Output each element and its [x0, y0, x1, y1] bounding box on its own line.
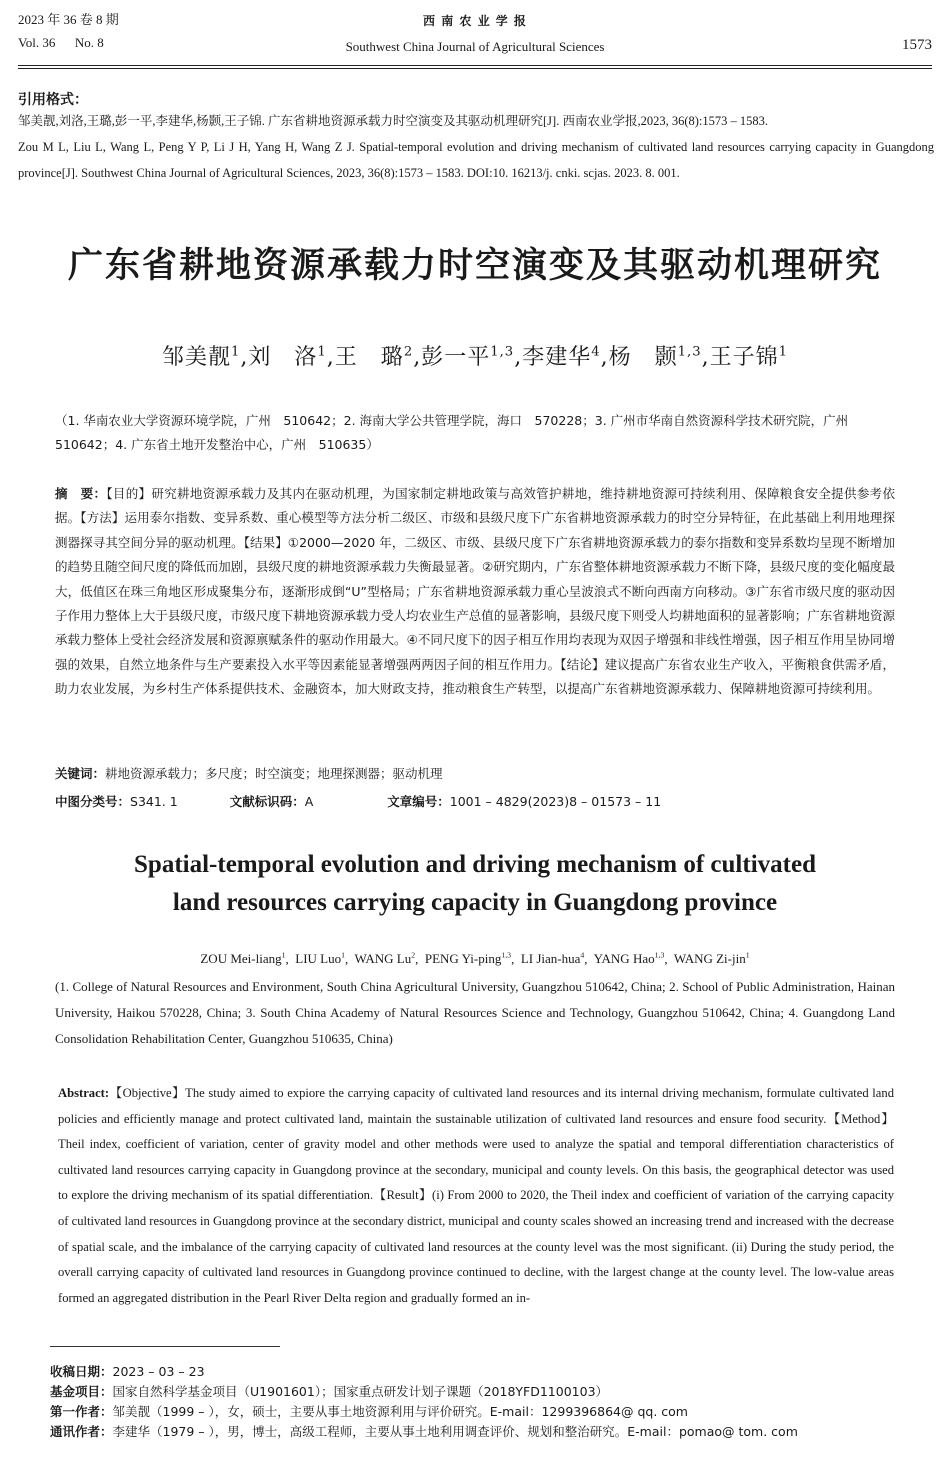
affiliations-en: (1. College of Natural Resources and Environment, South China Agricultural University, Guangzhou 510642, China; 2. School of Public Administration, Hainan University, Haikou 570228, China; 3. South China Academy of Natural Resources Science and Technology, Guangzhou 510642, China; 4. Guangdong Land Consolidation Rehabilitation Center, Guangzhou 510635, China): [55, 979, 895, 1046]
page-number: 1573: [902, 37, 932, 53]
header-rule: [18, 65, 932, 66]
footnote-first-author: 第一作者：邹美靓（1999 – ），女，硕士，主要从事土地资源利用与评价研究。E-mail：1299396864@ qq. com: [50, 1404, 688, 1419]
abstract-cn: [55, 482, 895, 702]
issue-cn: 2023 年 36 卷 8 期: [18, 12, 119, 27]
abstract-en-text: 【Objective】The study aimed to expiore the carrying capacity of cultivated land resources and its internal driving mechanism, formulate cultivated land policies and efficiently manage and protect cultivated land, maintain the sustainable utilization of cultivated land resources and ensure food security.【Method】Theil index, coefficient of variation, center of gravity model and other methods were used to analyze the spatial and temporal differentiation characteristics of cultivated land resources carrying capacity in Guangdong province at the secondary, municipal and county levels. On this basis, the geographical detector was used to explore the driving mechanism of its spatial differentiation.【Result】(i) From 2000 to 2020, the Theil index and coefficient of variation of the carrying capacity of cultivated land resources in Guangdong province at the secondary district, municipal and county scales showed an increasing trend and increased with the decrease of spatial scale, and the imbalance of the carrying capacity of cultivated land resources at the county level was the most significant. (ii) During the study period, the overall carrying capacity of cultivated land resources in Guangdong province continued to decline, with the largest change at the county level. The low-value areas formed an aggregated distribution in the Pearl River Delta region and gradually formed an in-: [58, 1086, 894, 1305]
footnote-funding: 基金项目：国家自然科学基金项目（U1901601）；国家重点研发计划子课题（2018YFD1100103）: [50, 1384, 609, 1399]
footnote-rule: [50, 1346, 280, 1347]
keywords-cn-label: 关键词：: [55, 766, 106, 781]
author-cn: 王 璐$^2$: [334, 344, 414, 370]
issue-en: Vol. 36 No. 8: [18, 35, 104, 50]
footnote-received: 收稿日期：2023 – 03 – 23: [50, 1364, 205, 1379]
title-cn: 广东省耕地资源承载力时空演变及其驱动机理研究: [67, 246, 882, 286]
author-cn: 李建华$^4$: [522, 344, 601, 370]
title-en-text: Spatial-temporal evolution and driving mechanism of cultivated land resources carrying capacity in Guangdong province: [134, 851, 816, 916]
author-en: PENG Yi-ping$^{1,3}$: [424, 951, 512, 967]
citation-label: 引用格式：: [18, 92, 88, 108]
citation-cn: 邹美靓,刘洛,王璐,彭一平,李建华,杨颢,王子锦. 广东省耕地资源承载力时空演变及其驱动机理研究[J]. 西南农业学报,2023, 36(8):1573 – 1583.: [18, 114, 768, 128]
author-en: WANG Zi-jin$^1$: [673, 951, 750, 967]
citation-en: Zou M L, Liu L, Wang L, Peng Y P, Li J H, Yang H, Wang Z J. Spatial-temporal evolution and driving mechanism of cultivated land resources carrying capacity in Guangdong province[J]. Southwest China Journal of Agricultural Sciences, 2023, 36(8):1573 – 1583. DOI:10. 16213/j. cnki. scjas. 2023. 8. 001.: [18, 140, 934, 180]
clc-label: 中图分类号：: [55, 794, 131, 809]
doc-code-value: A: [304, 794, 314, 809]
authors-cn: 邹美靓$^1$,刘 洛$^1$,王 璐$^2$,彭一平$^{1,3}$,李建华$^4$,杨 颢$^{1,3}$,王子锦$^1$: [161, 344, 789, 370]
abstract-cn-text: 【目的】研究耕地资源承载力及其内在驱动机理，为国家制定耕地政策与高效管护耕地，维持耕地资源可持续利用、保障粮食安全提供参考依据。【方法】运用泰尔指数、变异系数、重心模型等方法分析二级区、市级和县级尺度下广东省耕地资源承载力的时空分异特征，在此基础上利用地理探测器探寻其空间分异的驱动机理。【结果】①2000—2020 年，二级区、市级、县级尺度下广东省耕地资源承载力的泰尔指数和变异系数均呈现不断增加的趋势且随空间尺度的降低而加剧，县级尺度的耕地资源承载力失衡最显著。②研究期内，广东省整体耕地资源承载力不断下降，县级尺度的变化幅度最大，低值区在珠三角地区形成聚集分布，逐渐形成倒“U”型格局；广东省耕地资源承载力重心呈波浪式不断向西南方向移动。③广东省市级尺度的驱动因子作用力整体上大于县级尺度，市级尺度下耕地资源承载力受人均农业生产总值的显著影响，县级尺度下则受人均耕地面积的显著影响；广东省耕地资源承载力整体上受社会经济发展和资源禀赋条件的驱动作用最大。④不同尺度下的因子相互作用均表现为双因子增强和非线性增强，因子相互作用呈协同增强的效果，自然立地条件与生产要素投入水平等因素能显著增强两两因子间的相互作用力。【结论】建议提高广东省农业生产收入，平衡粮食供需矛盾，助力农业发展，为乡村生产体系提供技术、金融资本，加大财政支持，推动粮食生产转型，以提高广东省耕地资源承载力、保障耕地资源可持续利用。: [55, 486, 895, 697]
author-cn: 彭一平$^{1,3}$: [421, 344, 515, 370]
authors-en: ZOU Mei-liang$^1$, LIU Luo$^1$, WANG Lu$^2$, PENG Yi-ping$^{1,3}$, LI Jian-hua$^4$, YANG Hao$^{1,3}$, WANG Zi-jin$^1$: [200, 951, 750, 967]
author-en: YANG Hao$^{1,3}$: [593, 951, 665, 967]
author-en: ZOU Mei-liang$^1$: [200, 951, 286, 967]
keywords-cn: [55, 762, 895, 786]
author-cn: 杨 颢$^{1,3}$: [608, 344, 702, 370]
footnote-corresponding-author: 通讯作者：李建华（1979 – ），男，博士，高级工程师，主要从事土地利用调查评价、规划和整治研究。E-mail：pomao@ tom. com: [50, 1424, 798, 1439]
header-rule-thin: [18, 68, 932, 69]
doc-code-label: 文献标识码：: [229, 794, 305, 809]
abstract-en: [58, 1081, 894, 1311]
affiliations-cn: （1. 华南农业大学资源环境学院，广州 510642；2. 海南大学公共管理学院，海口 570228；3. 广州市华南自然资源科学技术研究院，广州 510642；4. 广东省土地开发整治中心，广州 510635）: [55, 413, 861, 452]
article-number-label: 文章编号：: [387, 794, 450, 809]
footnotes: [50, 1362, 930, 1442]
abstract-cn-label: 摘 要：: [55, 486, 107, 501]
author-en: WANG Lu$^2$: [354, 951, 416, 967]
title-en: [0, 846, 950, 922]
abstract-en-label: Abstract:: [58, 1086, 110, 1100]
author-cn: 王子锦$^1$: [709, 344, 789, 370]
author-cn: 刘 洛$^1$: [248, 344, 327, 370]
keywords-cn-text: 耕地资源承载力；多尺度；时空演变；地理探测器；驱动机理: [105, 766, 443, 781]
author-en: LIU Luo$^1$: [295, 951, 346, 967]
author-cn: 邹美靓$^1$: [161, 344, 241, 370]
journal-name-en: Southwest China Journal of Agricultural Sciences: [345, 39, 605, 54]
article-number-value: 1001 – 4829(2023)8 – 01573 – 11: [449, 794, 662, 809]
author-en: LI Jian-hua$^4$: [520, 951, 585, 967]
classification-line: [55, 792, 661, 810]
journal-name-cn: 西 南 农 业 学 报: [423, 14, 527, 28]
clc-value: S341. 1: [130, 794, 178, 809]
